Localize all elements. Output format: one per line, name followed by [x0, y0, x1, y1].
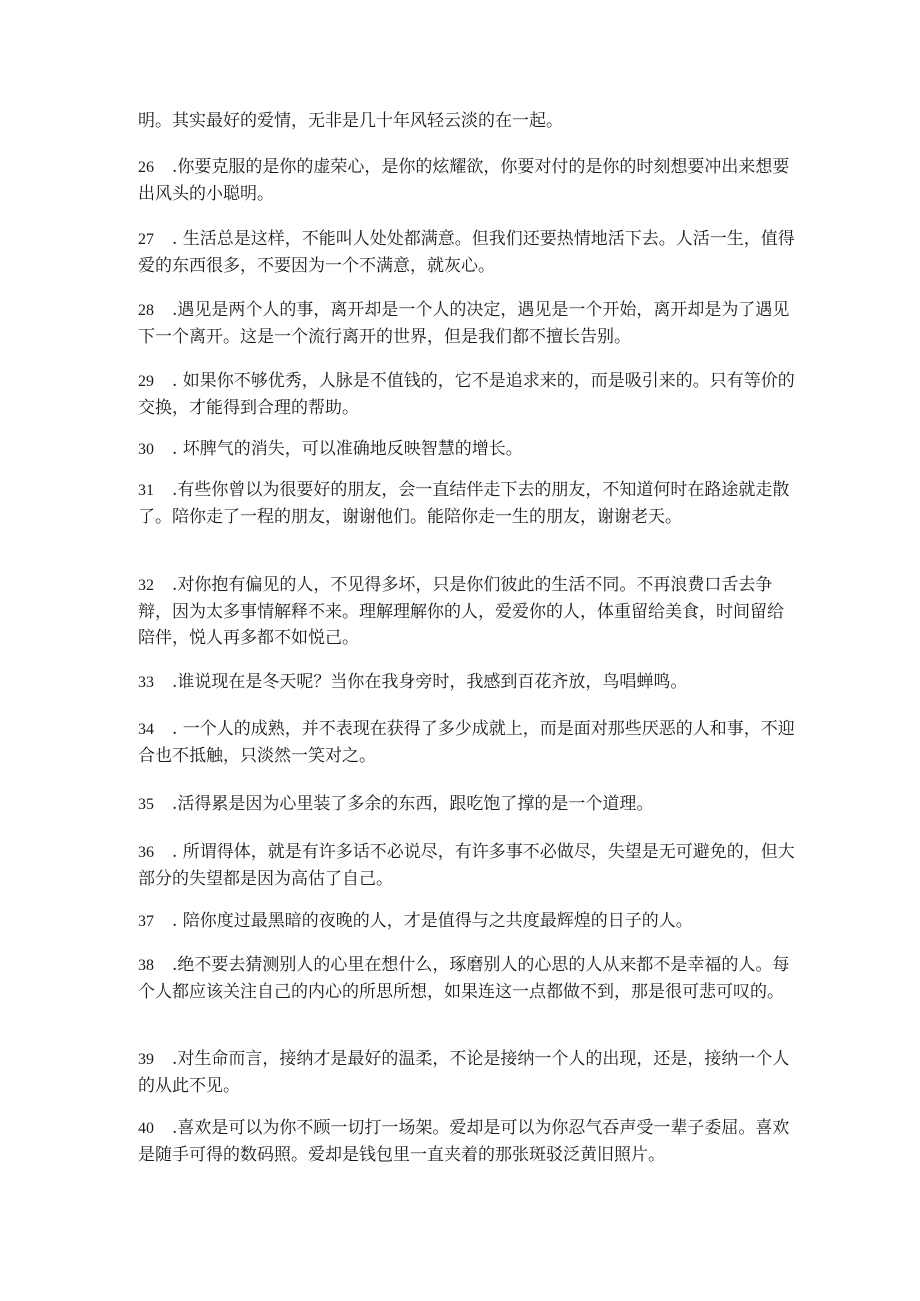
paragraph-35: [138, 791, 798, 818]
paragraph-37: [138, 908, 798, 935]
paragraph-number: 31: [138, 482, 154, 499]
paragraph-text: .遇见是两个人的事，离开却是一个人的决定，遇见是一个开始，离开却是为了遇见下一个离开。这是一个流行离开的世界，但是我们都不擅长告别。: [138, 300, 790, 347]
paragraph-number: 29: [138, 373, 154, 390]
paragraph-text: .活得累是因为心里装了多余的东西，跟吃饱了撑的是一个道理。: [172, 794, 654, 814]
paragraph-text: . 坏脾气的消失，可以准确地反映智慧的增长。: [172, 439, 523, 459]
paragraph-34: [138, 716, 798, 769]
paragraph-text: . 一个人的成熟，并不表现在获得了多少成就上，而是面对那些厌恶的人和事，不迎合也不抵触，只淡然一笑对之。: [138, 719, 795, 766]
paragraph-text: . 所谓得体，就是有许多话不必说尽，有许多事不必做尽，失望是无可避免的，但大部分的失望都是因为高估了自己。: [138, 842, 795, 889]
paragraph-text: .对你抱有偏见的人，不见得多坏，只是你们彼此的生活不同。不再浪费口舌去争辩，因为太多事情解释不来。理解理解你的人，爱爱你的人，体重留给美食，时间留给陪伴，悦人再多都不如悦己。: [138, 575, 784, 648]
paragraph-number: 30: [138, 441, 154, 458]
paragraph-number: 40: [138, 1120, 154, 1137]
paragraph-text: .谁说现在是冬天呢？当你在我身旁时，我感到百花齐放，鸟唱蝉鸣。: [172, 672, 688, 692]
paragraph-text: 明。其实最好的爱情，无非是几十年风轻云淡的在一起。: [138, 111, 563, 131]
paragraph-text: .你要克服的是你的虚荣心，是你的炫耀欲，你要对付的是你的时刻想要冲出来想要出风头的小聪明。: [138, 157, 790, 204]
paragraph-number: 26: [138, 159, 154, 176]
paragraph-28: [138, 297, 798, 350]
paragraph-text: . 生活总是这样，不能叫人处处都满意。但我们还要热情地活下去。人活一生，值得爱的东西很多，不要因为一个不满意，就灰心。: [138, 229, 795, 276]
paragraph-number: 37: [138, 913, 154, 930]
paragraph-continuation: [138, 108, 798, 134]
paragraph-40: [138, 1115, 798, 1168]
paragraph-number: 35: [138, 796, 154, 813]
paragraph-text: .有些你曾以为很要好的朋友，会一直结伴走下去的朋友，不知道何时在路途就走散了。陪你走了一程的朋友，谢谢他们。能陪你走一生的朋友，谢谢老天。: [138, 480, 790, 527]
paragraph-30: [138, 436, 798, 463]
paragraph-number: 36: [138, 844, 154, 861]
paragraph-38: [138, 952, 798, 1005]
paragraph-number: 28: [138, 302, 154, 319]
paragraph-text: . 陪你度过最黑暗的夜晚的人，才是值得与之共度最辉煌的日子的人。: [172, 911, 693, 931]
paragraph-text: .喜欢是可以为你不顾一切打一场架。爱却是可以为你忍气吞声受一辈子委屈。喜欢是随手可得的数码照。爱却是钱包里一直夹着的那张斑驳泛黄旧照片。: [138, 1118, 790, 1165]
paragraph-number: 39: [138, 1051, 154, 1068]
paragraph-number: 33: [138, 674, 154, 691]
paragraph-text: .对生命而言，接纳才是最好的温柔，不论是接纳一个人的出现，还是，接纳一个人的从此不见。: [138, 1049, 790, 1096]
paragraph-26: [138, 154, 798, 207]
paragraph-27: [138, 226, 798, 279]
paragraph-number: 32: [138, 577, 154, 594]
paragraph-number: 34: [138, 721, 154, 738]
paragraph-text: . 如果你不够优秀，人脉是不值钱的，它不是追求来的，而是吸引来的。只有等价的交换，才能得到合理的帮助。: [138, 371, 795, 418]
paragraph-39: [138, 1046, 798, 1099]
paragraph-33: [138, 669, 798, 696]
paragraph-36: [138, 839, 798, 892]
paragraph-32: [138, 572, 798, 651]
paragraph-number: 38: [138, 957, 154, 974]
paragraph-29: [138, 368, 798, 421]
paragraph-number: 27: [138, 231, 154, 248]
paragraph-text: .绝不要去猜测别人的心里在想什么，琢磨别人的心思的人从来都不是幸福的人。每个人都应该关注自己的内心的所思所想，如果连这一点都做不到，那是很可悲可叹的。: [138, 955, 790, 1002]
paragraph-31: [138, 477, 798, 530]
